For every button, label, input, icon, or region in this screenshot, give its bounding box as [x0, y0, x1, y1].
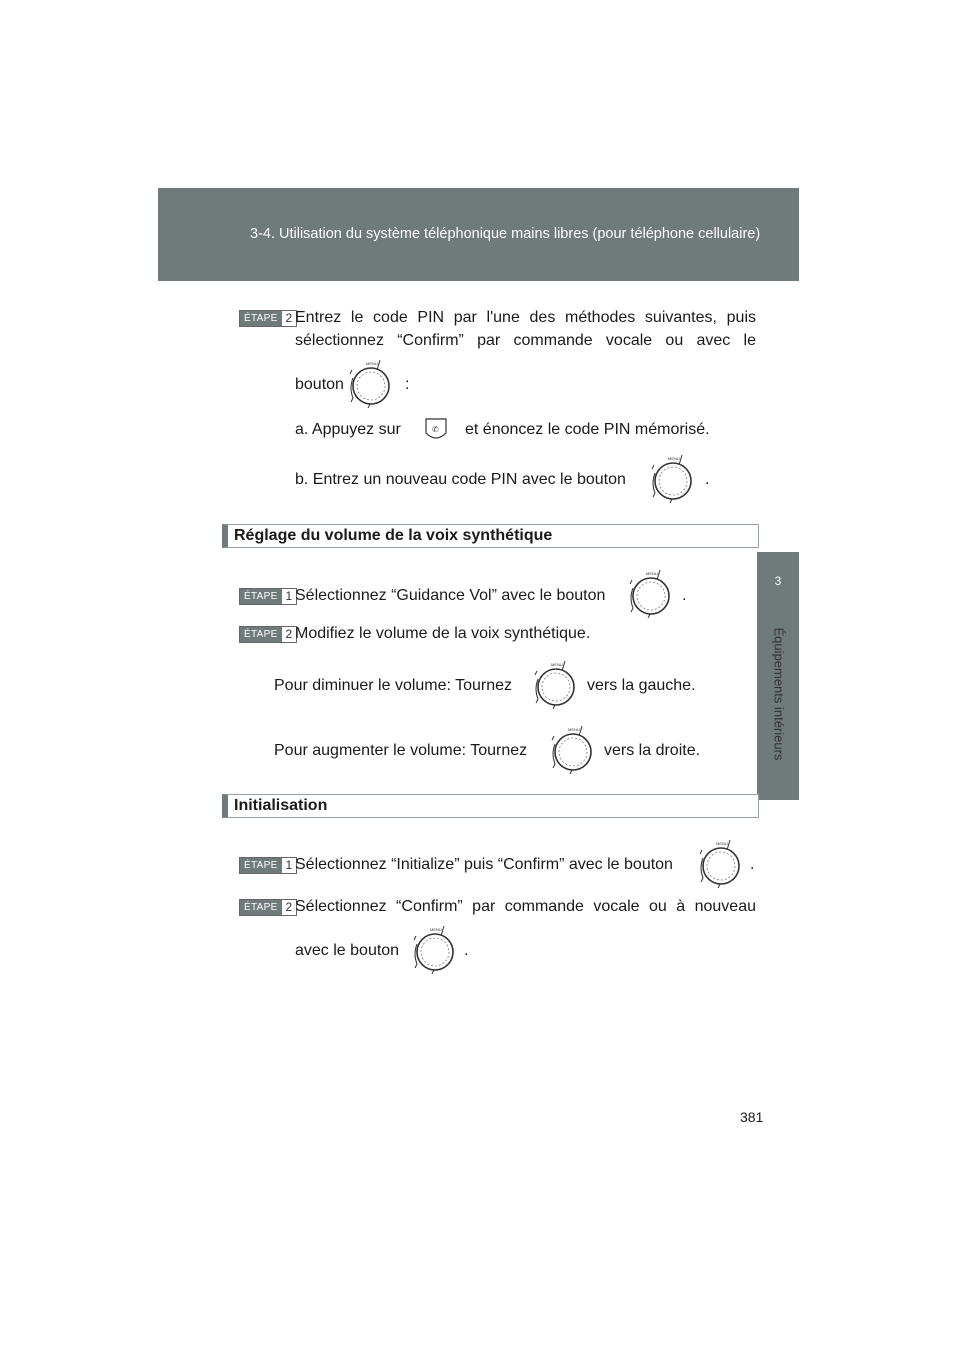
instruction-line: Entrez le code PIN par l'une des méthodes suivantes, puis	[295, 309, 756, 326]
instruction-line: Sélectionnez “Confirm” par commande vocale ou à nouveau	[295, 898, 756, 915]
tune-knob-icon	[531, 657, 577, 709]
step-badge-number: 2	[285, 900, 293, 914]
instruction-line: b. Entrez un nouveau code PIN avec le bouton	[295, 471, 626, 488]
step-badge-label: ÉTAPE	[240, 589, 282, 604]
svg-text:✆: ✆	[432, 425, 439, 434]
step-badge	[239, 626, 297, 643]
instruction-line: .	[750, 856, 755, 873]
instruction-line: :	[405, 376, 410, 393]
instruction-line: Pour augmenter le volume: Tournez	[274, 742, 528, 759]
chapter-number: 3	[774, 574, 782, 588]
instruction-line: bouton	[295, 376, 344, 393]
step-badge-label: ÉTAPE	[240, 627, 282, 642]
header-bar	[158, 188, 799, 281]
tune-knob-icon	[346, 356, 392, 408]
instruction-line: avec le bouton	[295, 942, 400, 959]
page-number: 381	[740, 1109, 764, 1125]
instruction-line: Modifiez le volume de la voix synthétique.	[295, 625, 591, 642]
instruction-line: Pour diminuer le volume: Tournez	[274, 677, 513, 694]
section-heading-text: Réglage du volume de la voix synthétique	[234, 527, 553, 544]
instruction-line: .	[682, 587, 687, 604]
instruction-line: vers la droite.	[604, 742, 701, 759]
step-badge-label: ÉTAPE	[240, 311, 282, 326]
tune-knob-icon	[648, 451, 694, 503]
section-heading-volume	[222, 524, 759, 548]
tune-knob-icon	[548, 722, 594, 774]
step-badge-number: 1	[285, 589, 293, 603]
section-heading-init	[222, 794, 759, 818]
step-badge	[239, 899, 297, 916]
step-badge-number: 1	[285, 858, 293, 872]
instruction-line: .	[464, 942, 469, 959]
instruction-line: vers la gauche.	[587, 677, 696, 694]
step-badge-number: 2	[285, 627, 293, 641]
tune-knob-icon	[696, 836, 742, 888]
instruction-line: sélectionnez “Confirm” par commande vocale ou avec le	[295, 332, 756, 349]
section-heading-text: Initialisation	[234, 797, 328, 814]
step-badge-number: 2	[285, 311, 293, 325]
step-badge	[239, 857, 297, 874]
instruction-line: Sélectionnez “Guidance Vol” avec le bouton	[295, 587, 606, 604]
step-badge	[239, 588, 297, 605]
tune-knob-icon	[626, 566, 672, 618]
step-badge-label: ÉTAPE	[240, 858, 282, 873]
chapter-label: Équipements intérieurs	[771, 627, 787, 761]
tune-knob-icon	[410, 922, 456, 974]
instruction-line: a. Appuyez sur	[295, 421, 401, 438]
talk-switch-icon	[424, 417, 448, 443]
instruction-line: et énoncez le code PIN mémorisé.	[465, 421, 710, 438]
header-title: 3-4. Utilisation du système téléphonique mains libres (pour téléphone cellulaire)	[250, 226, 761, 242]
step-badge-label: ÉTAPE	[240, 900, 282, 915]
step-badge	[239, 310, 297, 327]
instruction-line: .	[705, 471, 710, 488]
instruction-line: Sélectionnez “Initialize” puis “Confirm” avec le bouton	[295, 856, 673, 873]
